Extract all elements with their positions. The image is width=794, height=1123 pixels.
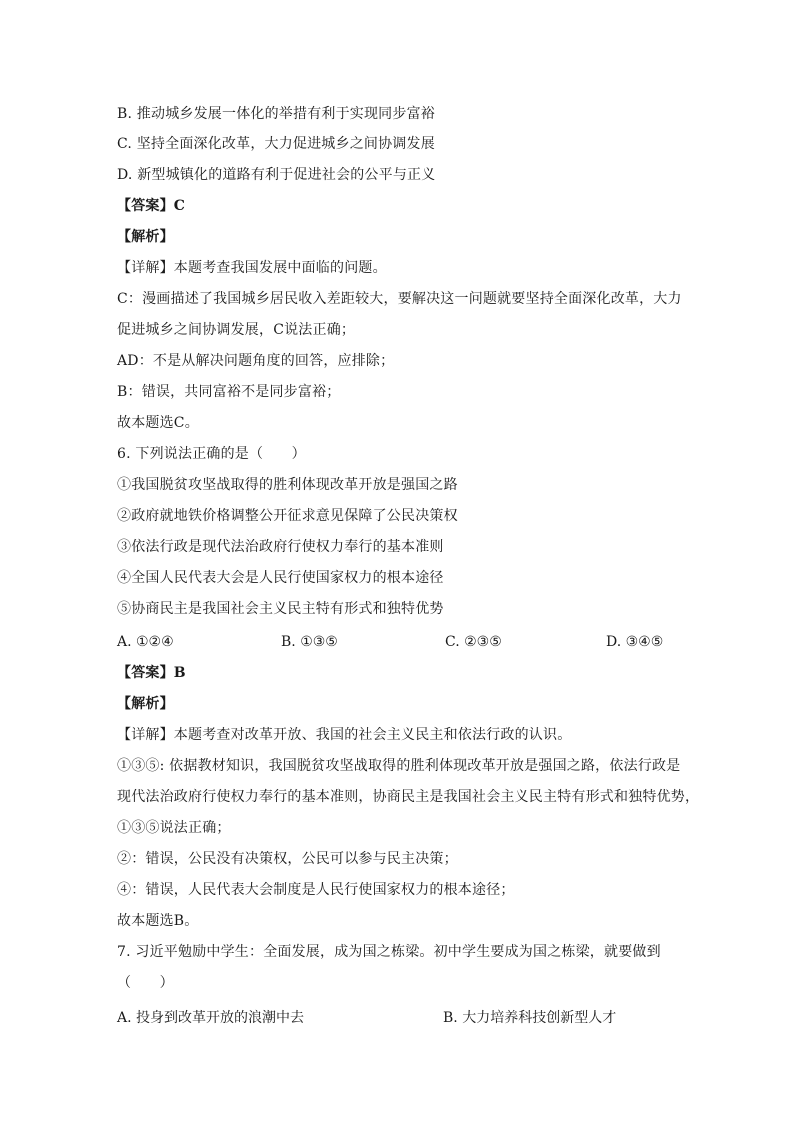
detail-line: 【详解】本题考查对改革开放、我国的社会主义民主和依法行政的认识。	[117, 727, 572, 743]
answer-label: 【答案】C	[117, 198, 186, 214]
q6-option-c: C. ②③⑤	[445, 634, 502, 650]
statement-4: ④全国人民代表大会是人民行使国家权力的根本途径	[117, 570, 444, 586]
explanation-line: ①③⑤说法正确；	[117, 820, 231, 836]
analysis-label: 【解析】	[117, 229, 174, 245]
explanation-line: ④：错误，人民代表大会制度是人民行使国家权力的根本途径；	[117, 882, 515, 898]
conclusion-line: 故本题选C。	[117, 415, 199, 431]
q7-option-a: A. 投身到改革开放的浪潮中去	[117, 1010, 305, 1026]
option-c: C. 坚持全面深化改革，大力促进城乡之间协调发展	[117, 136, 435, 152]
explanation-line: ①③⑤: 依据教材知识，我国脱贫攻坚战取得的胜利体现改革开放是强国之路，依法行政是	[117, 758, 681, 774]
analysis-label: 【解析】	[117, 696, 174, 712]
detail-line: 【详解】本题考查我国发展中面临的问题。	[117, 260, 387, 276]
option-b: B. 推动城乡发展一体化的举措有利于实现同步富裕	[117, 106, 435, 122]
q7-option-b: B. 大力培养科技创新型人才	[443, 1010, 617, 1026]
explanation-line: AD：不是从解决问题角度的回答，应排除；	[117, 353, 395, 369]
statement-1: ①我国脱贫攻坚战取得的胜利体现改革开放是强国之路	[117, 477, 458, 493]
explanation-line: ②：错误，公民没有决策权，公民可以参与民主决策；	[117, 851, 458, 867]
question-7-blank: （ ）	[117, 975, 174, 991]
question-7-stem: 7. 习近平勉励中学生：全面发展，成为国之栋梁。初中学生要成为国之栋梁，就要做到	[117, 944, 661, 960]
statement-5: ⑤协商民主是我国社会主义民主特有形式和独特优势	[117, 601, 444, 617]
question-6-stem: 6. 下列说法正确的是（ ）	[117, 446, 306, 462]
statement-3: ③依法行政是现代法治政府行使权力奉行的基本准则	[117, 539, 444, 555]
answer-label: 【答案】B	[117, 665, 186, 681]
q6-option-b: B. ①③⑤	[281, 634, 338, 650]
conclusion-line: 故本题选B。	[117, 913, 199, 929]
q6-option-d: D. ③④⑤	[606, 634, 664, 650]
q6-option-a: A. ①②④	[117, 634, 174, 650]
explanation-line: 现代法治政府行使权力奉行的基本准则，协商民主是我国社会主义民主特有形式和独特优势，	[117, 789, 700, 805]
explanation-line: 促进城乡之间协调发展，C说法正确；	[117, 322, 356, 338]
explanation-line: B：错误，共同富裕不是同步富裕；	[117, 384, 341, 400]
explanation-line: C：漫画描述了我国城乡居民收入差距较大，要解决这一问题就要坚持全面深化改革，大力	[117, 291, 682, 307]
option-d: D. 新型城镇化的道路有利于促进社会的公平与正义	[117, 167, 436, 183]
statement-2: ②政府就地铁价格调整公开征求意见保障了公民决策权	[117, 508, 458, 524]
